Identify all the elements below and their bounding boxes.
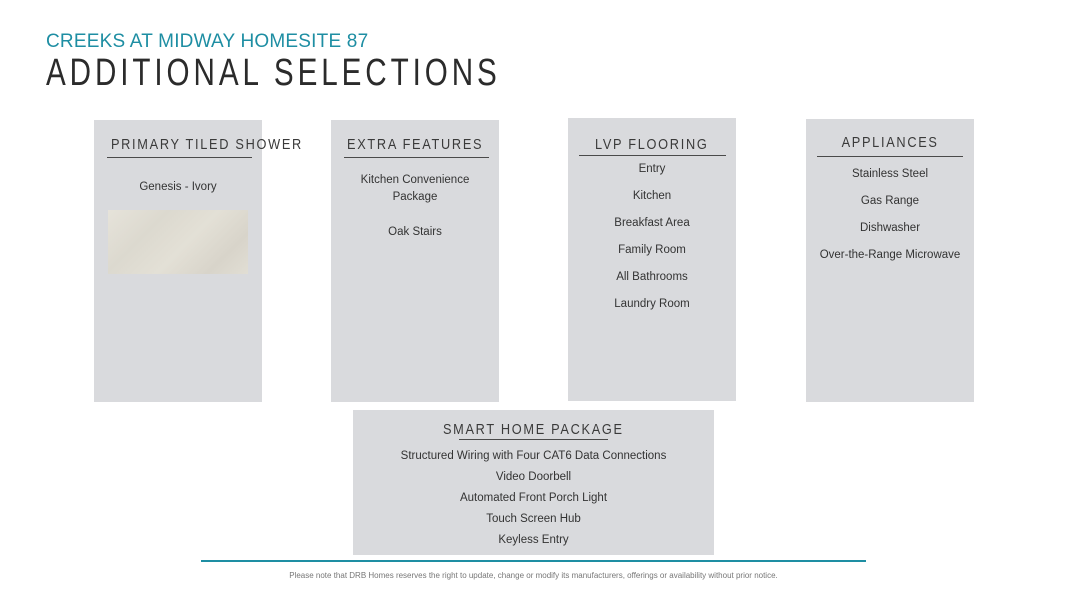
card-title-divider — [817, 156, 963, 157]
list-item: Dishwasher — [859, 222, 921, 234]
card-smart-home-package — [353, 410, 714, 555]
card-title-divider — [579, 155, 726, 156]
card-extra-features — [331, 120, 499, 402]
list-item: Kitchen — [632, 190, 672, 202]
list-item: Over-the-Range Microwave — [819, 249, 961, 261]
card-title: PRIMARY TILED SHOWER — [110, 136, 303, 153]
list-item: Video Doorbell — [495, 471, 572, 483]
list-item: Automated Front Porch Light — [459, 492, 608, 504]
list-item: Breakfast Area — [614, 217, 690, 229]
card-title-divider — [344, 157, 489, 158]
list-item: Keyless Entry — [498, 534, 569, 546]
footer-disclaimer: Please note that DRB Homes reserves the right to update, change or modify its manufacturers, offerings or availability without prior notice. — [289, 571, 778, 580]
list-item: Structured Wiring with Four CAT6 Data Connections — [400, 450, 667, 462]
card-lvp-flooring — [568, 118, 736, 401]
list-item: Laundry Room — [614, 298, 690, 310]
page-title: ADDITIONAL SELECTIONS — [46, 52, 501, 94]
list-item: Entry — [638, 163, 666, 175]
card-title-divider — [107, 157, 252, 158]
list-item: Kitchen Convenience Package — [360, 174, 470, 203]
page-subtitle: CREEKS AT MIDWAY HOMESITE 87 — [46, 31, 369, 52]
card-title: LVP FLOORING — [595, 136, 709, 153]
card-title-divider — [459, 439, 608, 440]
card-title: SMART HOME PACKAGE — [443, 421, 624, 438]
card-title: EXTRA FEATURES — [346, 136, 484, 153]
list-item: Genesis - Ivory — [139, 181, 217, 193]
footer-divider — [201, 560, 866, 562]
card-appliances — [806, 119, 974, 402]
card-title: APPLIANCES — [841, 134, 939, 151]
list-item: Touch Screen Hub — [486, 513, 581, 525]
list-item: Gas Range — [860, 195, 920, 207]
tile-swatch-image — [108, 210, 248, 274]
list-item: Family Room — [618, 244, 686, 256]
list-item: Oak Stairs — [388, 226, 442, 238]
list-item: All Bathrooms — [616, 271, 688, 283]
list-item: Stainless Steel — [851, 168, 929, 180]
card-primary-tiled-shower — [94, 120, 303, 402]
